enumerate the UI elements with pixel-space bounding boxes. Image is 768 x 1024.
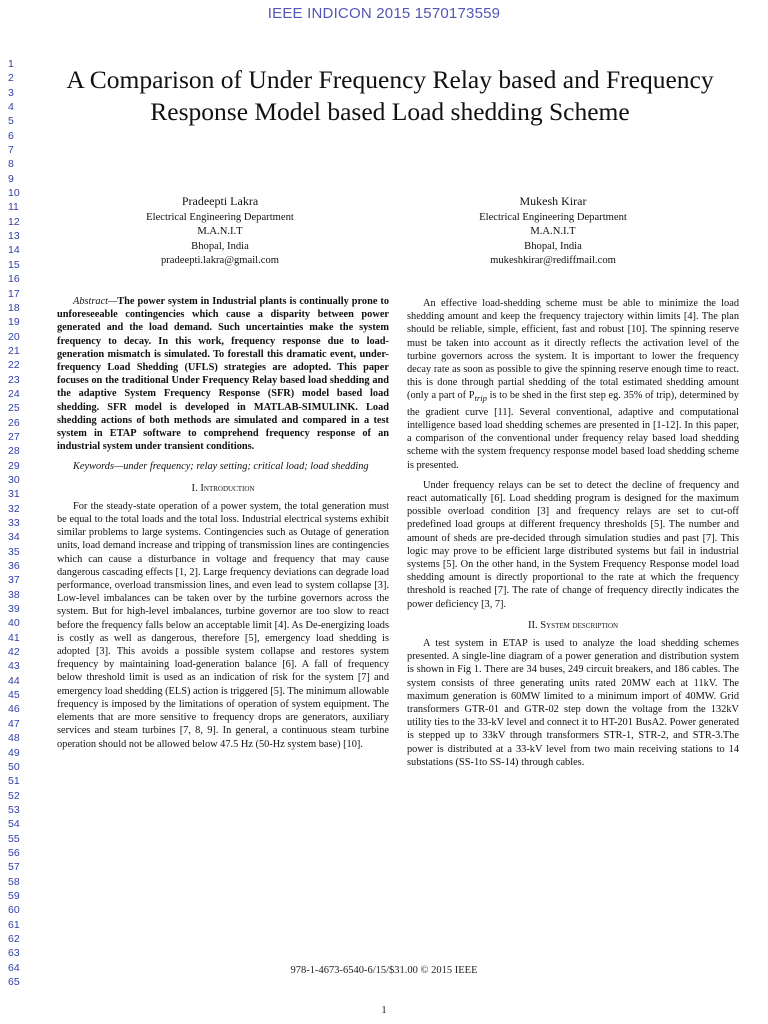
body-paragraph: Under frequency relays can be set to detect the decline of frequency and react automatically [6]. Load shedding program is designed for the maximum possible overload condition [3] and frequency relays are set to cut-off predefined load groups at different frequency thresholds [5]. The number and amount of sheds are pre-decided through simulation studies and past [7]. This logic may prove to be efficient large distributed systems but fail in industrial systems [5]. On the other hand, in the System Frequency Response model load shedding amount is directly proportional to the rate at which the frequency threshold is reached [7]. The rate of change of frequency directly indicates the power deficiency [3, 7]. [407, 479, 739, 610]
line-number: 50 [8, 760, 20, 773]
line-number: 56 [8, 846, 20, 859]
page-number: 1 [381, 1005, 387, 1016]
line-number: 62 [8, 932, 20, 945]
line-number: 11 [8, 201, 19, 214]
line-number: 53 [8, 803, 20, 816]
line-number: 59 [8, 889, 20, 902]
author-department: Electrical Engineering Department [479, 212, 627, 224]
line-number: 55 [8, 832, 20, 845]
line-number: 23 [8, 373, 20, 386]
line-number: 15 [8, 258, 20, 271]
line-number: 4 [8, 101, 14, 114]
line-number: 57 [8, 861, 20, 874]
abstract-text: The power system in Industrial plants is continually prone to unforeseeable contingencies which cause a disparity between power generated and the load demand. Such uncertainties make the system frequency to decay. In this work, frequency response due to load-generation mismatch is simulated. To forestall this dramatic event, under- frequency Load Shedding (UFLS) strategies are adopted. This paper focuses on the traditional Under Frequency Relay based load shedding and the adaptive System Frequency Response (SFR) model based load shedding. SFR model is developed in MATLAB-SIMULINK. Load shedding actions of both methods are simulated and compared in a test system in ETAP software to comprehend frequency response of an industrial system under transient conditions. [57, 296, 389, 453]
line-number: 35 [8, 545, 20, 558]
keywords: Keywords—under frequency; relay setting; critical load; load shedding [73, 461, 369, 473]
line-number: 7 [8, 144, 14, 157]
author-name: Mukesh Kirar [519, 194, 587, 208]
line-number: 36 [8, 560, 20, 573]
line-number: 64 [8, 961, 20, 974]
line-number: 65 [8, 976, 20, 988]
line-number-gutter [8, 57, 36, 989]
abstract-label: Abstract— [73, 296, 118, 307]
line-number: 38 [8, 588, 20, 601]
line-number: 61 [8, 918, 20, 931]
line-number: 20 [8, 330, 20, 343]
right-column [407, 297, 739, 769]
line-number: 39 [8, 603, 20, 616]
author-location: Bhopal, India [191, 240, 249, 252]
line-number: 47 [8, 717, 20, 730]
line-number: 45 [8, 689, 20, 702]
line-number: 3 [8, 86, 14, 99]
paragraph-text: is to be shed in the first step eg. 35% of trip), determined by the gradient curve [11]. Several conventional, adaptive and computational intelligence based load shedding schemes are presented in [1-12]. In this paper, a comparison of the conventional under frequency relay based load shedding scheme with the system frequency response model based load shedding scheme is presented. [407, 390, 739, 471]
body-paragraph [407, 297, 739, 472]
line-number: 51 [8, 775, 20, 788]
author-block-2 [423, 194, 683, 268]
line-number: 29 [8, 459, 20, 472]
line-number: 46 [8, 703, 20, 716]
author-location: Bhopal, India [524, 240, 582, 252]
line-number: 32 [8, 502, 20, 515]
line-number: 31 [8, 488, 20, 501]
line-number: 18 [8, 301, 20, 314]
line-number: 33 [8, 517, 20, 529]
line-number: 13 [8, 230, 20, 243]
line-number: 12 [8, 215, 20, 228]
left-column [57, 295, 389, 751]
author-email: mukeshkirar@rediffmail.com [490, 254, 616, 266]
line-number: 16 [8, 273, 20, 286]
abstract [57, 295, 389, 453]
line-number: 14 [8, 244, 20, 257]
line-number: 5 [8, 115, 14, 128]
author-email: pradeepti.lakra@gmail.com [160, 254, 279, 266]
line-number: 41 [8, 631, 20, 644]
line-number: 44 [8, 674, 20, 687]
line-number: 48 [8, 732, 20, 745]
line-number: 26 [8, 416, 20, 429]
line-number: 24 [8, 387, 20, 400]
author-institute: M.A.N.I.T [530, 226, 576, 238]
system-description-paragraph: A test system in ETAP is used to analyze the load shedding schemes presented. A single-line diagram of a power generation and distribution system is shown in Fig 1. There are 34 buses, 249 circuit breakers, and 186 cables. The system consists of three generating units rated 20MW each at 11kV. The maximum generation is 60MW limited to a minimum import of 40MW. Grid transformers GTR-01 and GTR-02 step down the voltage from the 132kV utility ties to the 33-kV level and connect it to HT-201 BusA2. Power generated is stepped up to 33kV through transformers STR-1, STR-2, and STR-3.The power is distributed at a 33-kV level from two main receiving stations to 14 substations (SS-1to SS-14) through cables. [407, 637, 739, 768]
line-number: 34 [8, 531, 20, 544]
line-number: 19 [8, 316, 20, 329]
author-institute: M.A.N.I.T [197, 226, 243, 238]
line-number: 63 [8, 947, 20, 960]
line-number: 40 [8, 617, 20, 630]
line-number: 17 [8, 287, 20, 300]
line-number: 27 [8, 430, 20, 443]
copyright-footer: 978-1-4673-6540-6/15/$31.00 © 2015 IEEE [290, 965, 478, 976]
line-number: 54 [8, 818, 20, 831]
author-name: Pradeepti Lakra [181, 194, 259, 208]
paper-title: A Comparison of Under Frequency Relay based and Frequency Response Model based Load shedding Scheme [66, 65, 714, 126]
paragraph-text: An effective load-shedding scheme must be able to minimize the load shedding amount and keep the frequency trajectory within limits [4]. The plan should be reliable, simple, efficient, fast and robust [10]. The spinning reserve must be taken into account as it directly reflects the activation level of the turbine governors across the system. It is important to lower the frequency decay rate as soon as possible to give the spinning reserve enough time to react. this is done through partial shedding of the total estimated shedding amount (only a part of P [407, 298, 739, 402]
author-department: Electrical Engineering Department [146, 212, 294, 224]
line-number: 42 [8, 646, 20, 659]
subscript: trip [474, 393, 487, 404]
line-number: 28 [8, 445, 20, 458]
author-block-1 [90, 194, 350, 268]
line-number: 21 [8, 344, 20, 357]
line-number: 22 [8, 359, 20, 372]
line-number: 58 [8, 875, 20, 888]
introduction-paragraph: For the steady-state operation of a power system, the total generation must be equal to the total loads and the total loss. Industrial electrical systems exhibit similar problems to large systems. Contingencies such as Outage of generation units, load demand increase and tripping of transmission lines are contingencies which can cause a disturbance in voltage and frequency that may cause dangerous cascading effects [1, 2]. Large frequency deviations can degrade load performance, overload transmission lines, and even lead to system collapse [3]. Low-level imbalances can be taken over by the turbine governors across the system. But for high-level imbalances, turbine governor are too slow to react before the frequency falls below an acceptable limit [4]. As De-energizing loads is costly as well as dangerous, therefore [5], emergency load shedding is adopted [3]. This avoids a possible system collapse and restores system frequency by maintaining load-generation balance [6]. A fall of frequency below threshold limit is used as an indication of risk for the system [7] and emergency load shedding (ELS) action is triggered [5]. The minimum allowable frequency is imposed by the limitations of operation of system equipment. The elements that are more sensitive to frequency drops are generators, auxiliary services and steam turbines [7, 8, 9]. In general, a continuous steam turbine operation should not be allowed below 47.5 Hz (50-Hz system base) [10]. [57, 500, 389, 750]
line-number: 2 [8, 72, 14, 85]
line-number: 49 [8, 746, 20, 759]
line-number: 8 [8, 158, 14, 171]
section-heading-introduction: I. Introduction [191, 482, 255, 494]
line-number: 6 [8, 129, 14, 142]
line-number: 43 [8, 660, 20, 673]
line-number: 60 [8, 904, 20, 917]
section-heading-system-description: II. System description [527, 619, 619, 631]
line-number: 1 [8, 58, 14, 70]
line-number: 37 [8, 574, 20, 587]
line-number: 25 [8, 402, 20, 415]
line-number: 9 [8, 172, 14, 185]
line-number: 30 [8, 473, 20, 486]
line-number: 52 [8, 789, 20, 802]
conference-header: IEEE INDICON 2015 1570173559 [267, 5, 501, 22]
line-number: 10 [8, 187, 20, 200]
